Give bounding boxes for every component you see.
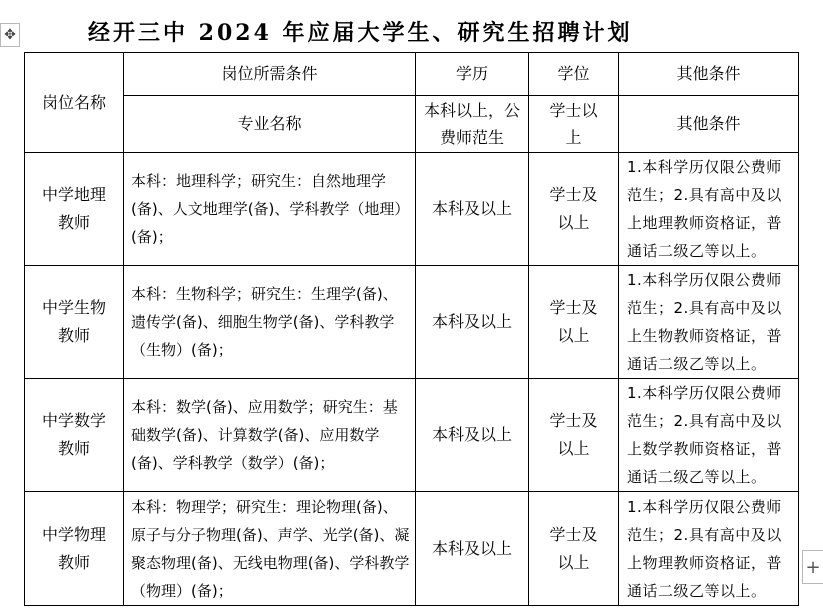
header-degree-sub: 学士以上	[529, 96, 619, 153]
header-position-name: 岗位名称	[25, 53, 124, 153]
major-cell: 本科：物理学；研究生：理论物理(备)、原子与分子物理(备)、声学、光学(备)、凝聚态物理(备)、无线电物理(备)、学科教学（物理）(备)；	[124, 492, 416, 606]
degree-cell: 学士及以上	[529, 379, 619, 492]
header-education-sub: 本科以上，公费师范生	[416, 96, 529, 153]
other-conditions-cell: 1.本科学历仅限公费师范生；2.具有高中及以上地理教师资格证，普通话二级乙等以上。	[619, 153, 799, 266]
table-row	[25, 492, 799, 606]
education-cell: 本科及以上	[416, 379, 529, 492]
header-education: 学历	[416, 53, 529, 96]
degree-cell: 学士及以上	[529, 492, 619, 606]
plus-icon: +	[805, 556, 821, 578]
recruitment-table-wrapper	[24, 52, 799, 606]
move-icon: ✥	[4, 27, 16, 43]
education-cell: 本科及以上	[416, 266, 529, 379]
header-row-2	[25, 96, 799, 153]
position-cell: 中学地理教师	[25, 153, 124, 266]
other-conditions-cell: 1.本科学历仅限公费师范生；2.具有高中及以上生物教师资格证，普通话二级乙等以上。	[619, 266, 799, 379]
table-row	[25, 379, 799, 492]
table-row	[25, 266, 799, 379]
header-degree: 学位	[529, 53, 619, 96]
add-row-button[interactable]	[802, 550, 823, 584]
major-cell: 本科：生物科学；研究生：生理学(备)、遗传学(备)、细胞生物学(备)、学科教学（生物）(备)；	[124, 266, 416, 379]
move-table-handle[interactable]	[0, 23, 20, 47]
degree-cell: 学士及以上	[529, 266, 619, 379]
position-cell: 中学物理教师	[25, 492, 124, 606]
header-other-conditions-sub: 其他条件	[619, 96, 799, 153]
header-required-conditions: 岗位所需条件	[124, 53, 416, 96]
position-cell: 中学数学教师	[25, 379, 124, 492]
recruitment-table	[24, 52, 799, 606]
major-cell: 本科：地理科学；研究生：自然地理学(备)、人文地理学(备)、学科教学（地理）(备)；	[124, 153, 416, 266]
major-cell: 本科：数学(备)、应用数学；研究生：基础数学(备)、计算数学(备)、应用数学(备)、学科教学（数学）(备)；	[124, 379, 416, 492]
position-cell: 中学生物教师	[25, 266, 124, 379]
header-major-name: 专业名称	[124, 96, 416, 153]
education-cell: 本科及以上	[416, 492, 529, 606]
other-conditions-cell: 1.本科学历仅限公费师范生；2.具有高中及以上数学教师资格证，普通话二级乙等以上。	[619, 379, 799, 492]
document-title: 经开三中 2024 年应届大学生、研究生招聘计划	[88, 20, 633, 46]
degree-cell: 学士及以上	[529, 153, 619, 266]
table-row	[25, 153, 799, 266]
other-conditions-cell: 1.本科学历仅限公费师范生；2.具有高中及以上物理教师资格证，普通话二级乙等以上。	[619, 492, 799, 606]
header-other-conditions: 其他条件	[619, 53, 799, 96]
header-row-1	[25, 53, 799, 96]
education-cell: 本科及以上	[416, 153, 529, 266]
